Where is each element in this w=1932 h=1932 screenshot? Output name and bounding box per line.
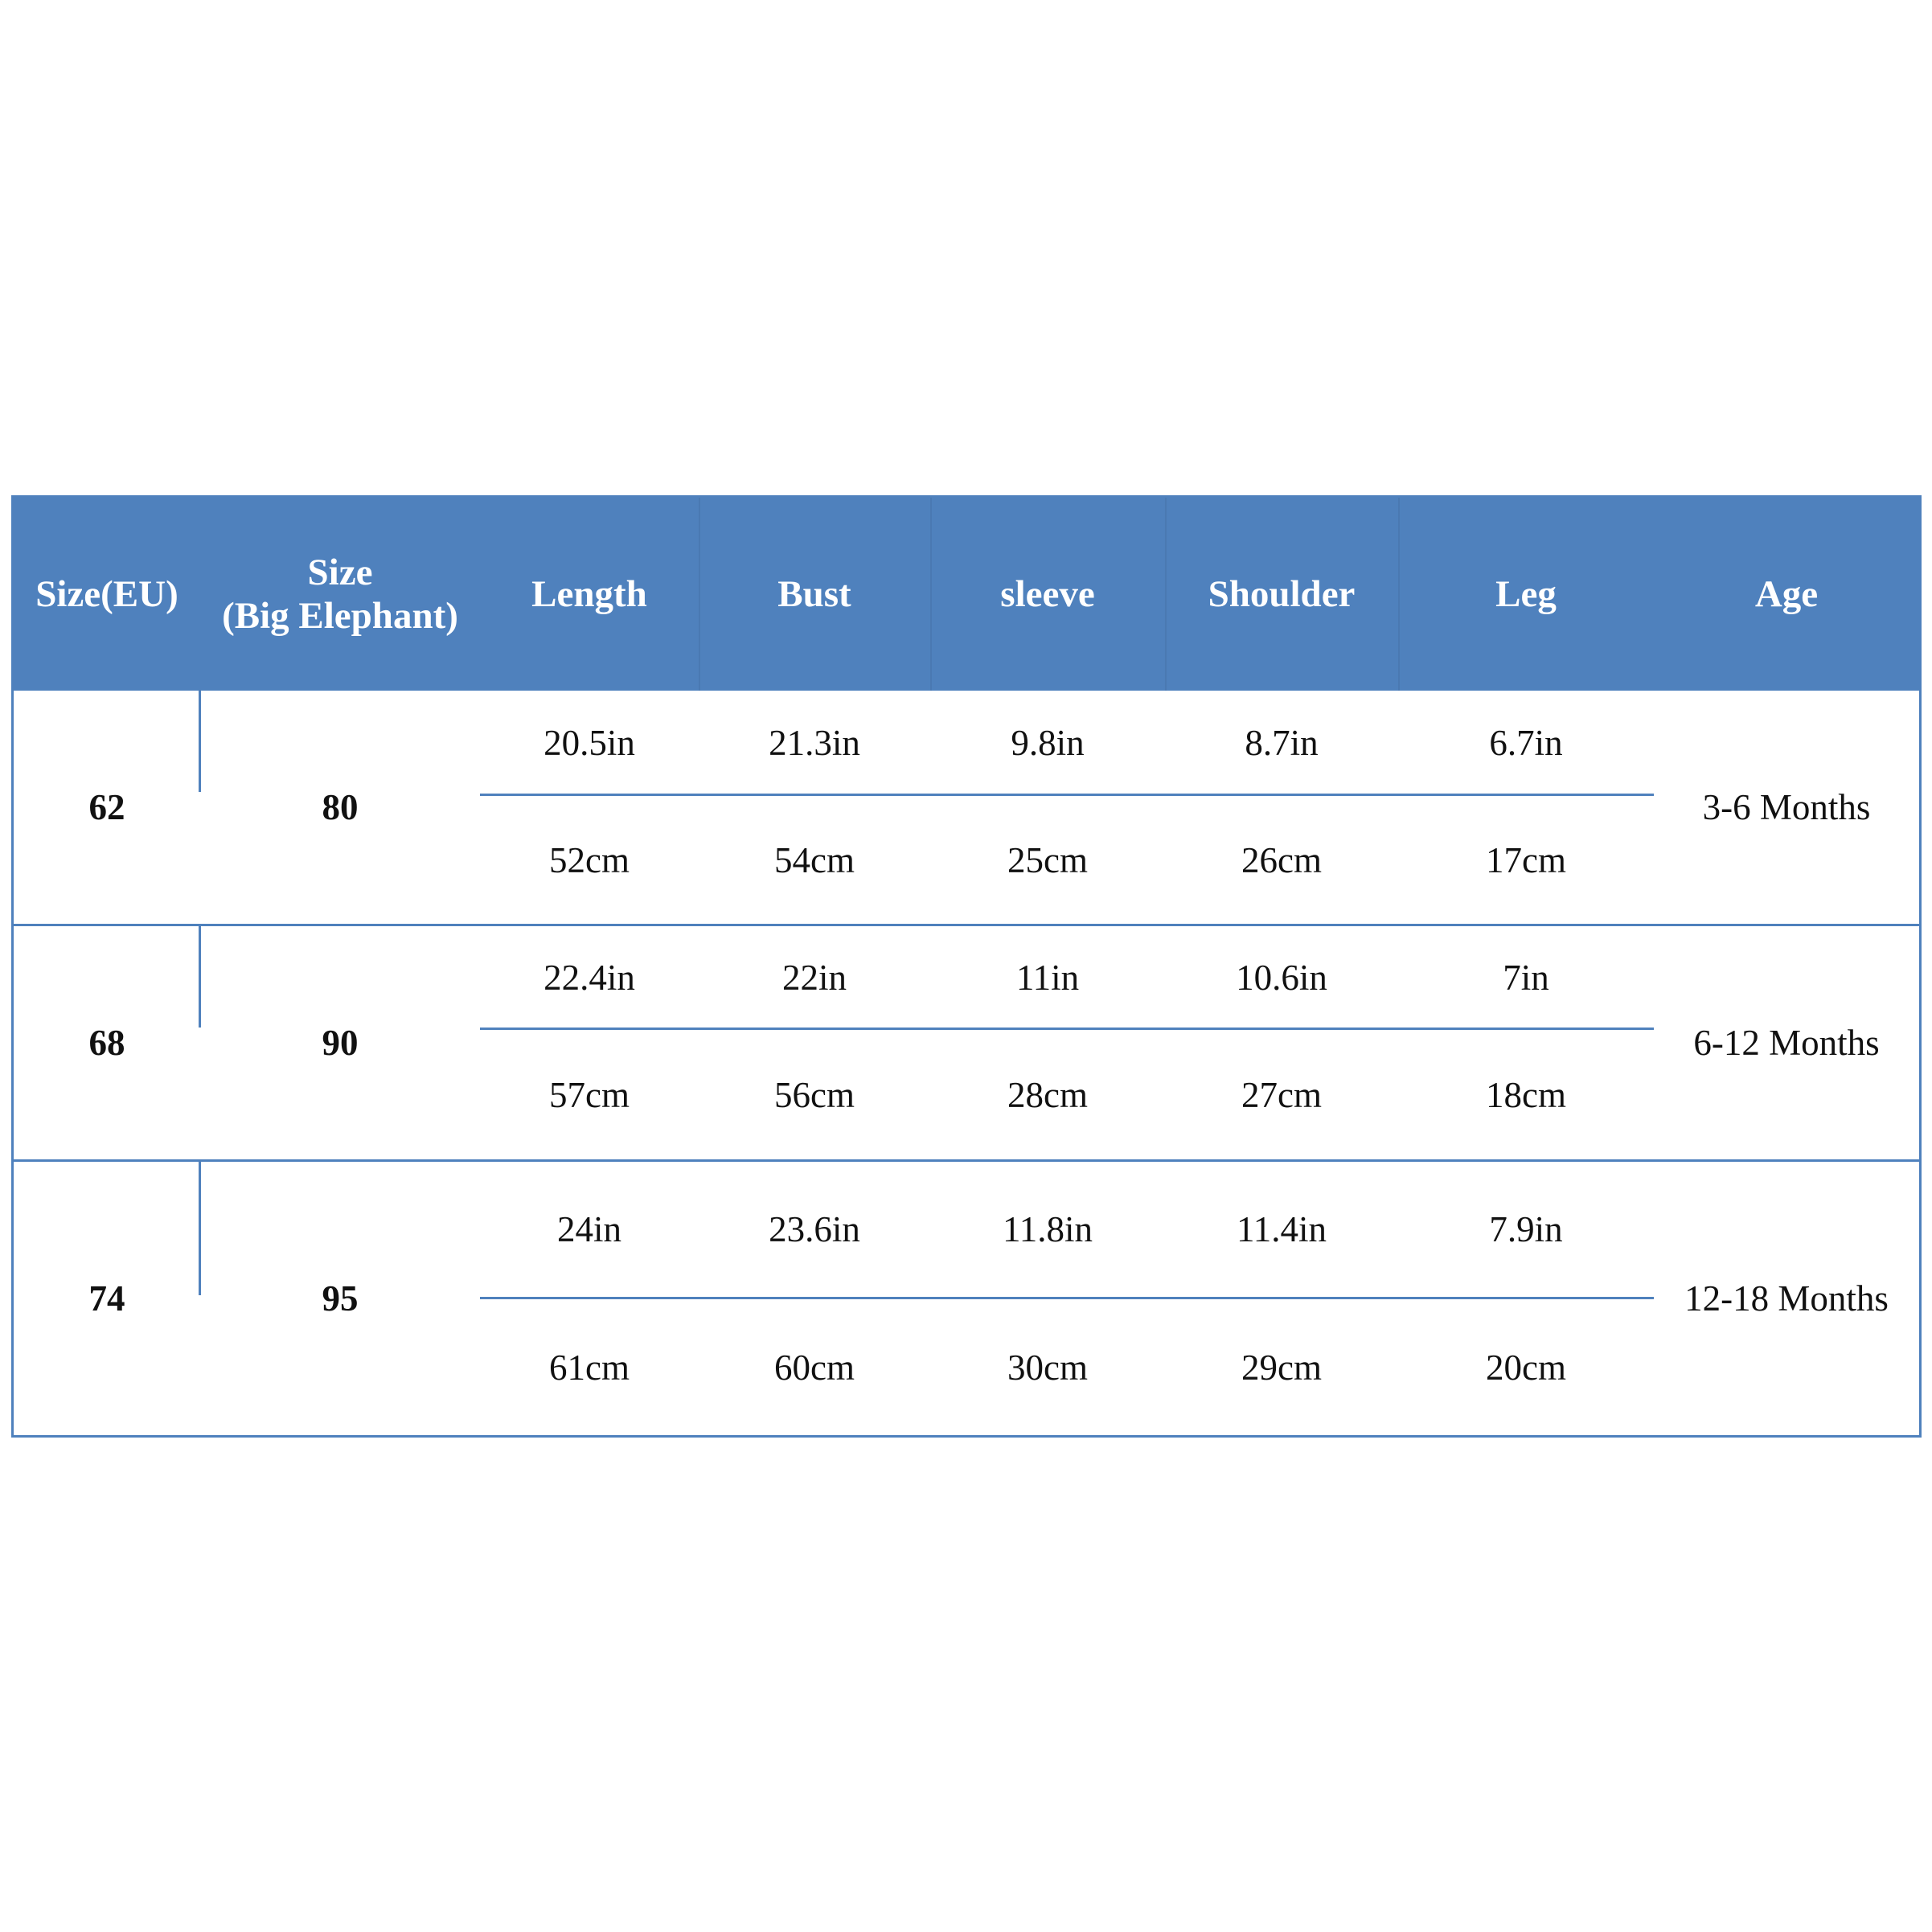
sleeve-in-cell: 11in xyxy=(1015,958,1080,998)
header-bust: Bust xyxy=(777,573,851,615)
bust-in-cell: 23.6in xyxy=(769,1209,860,1249)
header-size-big-elephant xyxy=(200,498,480,691)
size-cell: 80 xyxy=(322,787,359,827)
table-row xyxy=(14,926,1919,1159)
leg-in-cell: 6.7in xyxy=(1489,723,1563,763)
table-row xyxy=(14,691,1919,924)
bust-cm-cell: 56cm xyxy=(774,1074,855,1115)
size-cell: 95 xyxy=(322,1278,359,1319)
header-divider xyxy=(699,498,700,691)
table-row xyxy=(14,1162,1919,1435)
leg-in-cell: 7in xyxy=(1503,958,1549,998)
header-age: Age xyxy=(1754,573,1819,615)
length-cm-cell: 52cm xyxy=(549,839,630,880)
header-leg: Leg xyxy=(1495,573,1557,615)
header-size-line1: Size xyxy=(307,552,373,593)
header-divider xyxy=(1398,498,1400,691)
shoulder-cm-cell: 29cm xyxy=(1241,1347,1322,1388)
length-cm-cell: 61cm xyxy=(549,1347,630,1388)
leg-in-cell: 7.9in xyxy=(1489,1209,1563,1249)
shoulder-cm-cell: 26cm xyxy=(1241,839,1322,880)
table-header xyxy=(14,498,1919,691)
size-eu-cell: 68 xyxy=(88,1023,125,1063)
size-eu-cell: 62 xyxy=(88,787,125,827)
header-length: Length xyxy=(531,573,647,615)
leg-cm-cell: 20cm xyxy=(1486,1347,1566,1388)
shoulder-in-cell: 11.4in xyxy=(1236,1209,1327,1249)
size-eu-cell: 74 xyxy=(88,1278,125,1319)
bust-cm-cell: 54cm xyxy=(774,839,855,880)
shoulder-in-cell: 10.6in xyxy=(1236,958,1327,998)
length-in-cell: 24in xyxy=(556,1209,621,1249)
leg-cm-cell: 17cm xyxy=(1486,839,1566,880)
sleeve-cm-cell: 28cm xyxy=(1007,1074,1088,1115)
header-divider xyxy=(930,498,932,691)
sleeve-in-cell: 11.8in xyxy=(1002,1209,1093,1249)
length-cm-cell: 57cm xyxy=(549,1074,630,1115)
shoulder-in-cell: 8.7in xyxy=(1245,723,1319,763)
bust-in-cell: 22in xyxy=(781,958,847,998)
sleeve-cm-cell: 25cm xyxy=(1007,839,1088,880)
shoulder-cm-cell: 27cm xyxy=(1241,1074,1322,1115)
size-chart-table xyxy=(11,495,1922,1438)
header-shoulder: Shoulder xyxy=(1208,573,1356,615)
age-cell: 6-12 Months xyxy=(1693,1023,1880,1063)
age-cell: 3-6 Months xyxy=(1702,787,1871,827)
header-divider xyxy=(1165,498,1167,691)
size-cell: 90 xyxy=(322,1023,359,1063)
header-size-eu: Size(EU) xyxy=(35,573,178,615)
leg-cm-cell: 18cm xyxy=(1486,1074,1566,1115)
sleeve-cm-cell: 30cm xyxy=(1007,1347,1088,1388)
bust-cm-cell: 60cm xyxy=(774,1347,855,1388)
bust-in-cell: 21.3in xyxy=(769,723,860,763)
length-in-cell: 20.5in xyxy=(544,723,635,763)
age-cell: 12-18 Months xyxy=(1684,1278,1889,1319)
sleeve-in-cell: 9.8in xyxy=(1011,723,1085,763)
header-sleeve: sleeve xyxy=(1000,573,1095,615)
length-in-cell: 22.4in xyxy=(544,958,635,998)
header-size-line2: (Big Elephant) xyxy=(222,595,458,637)
